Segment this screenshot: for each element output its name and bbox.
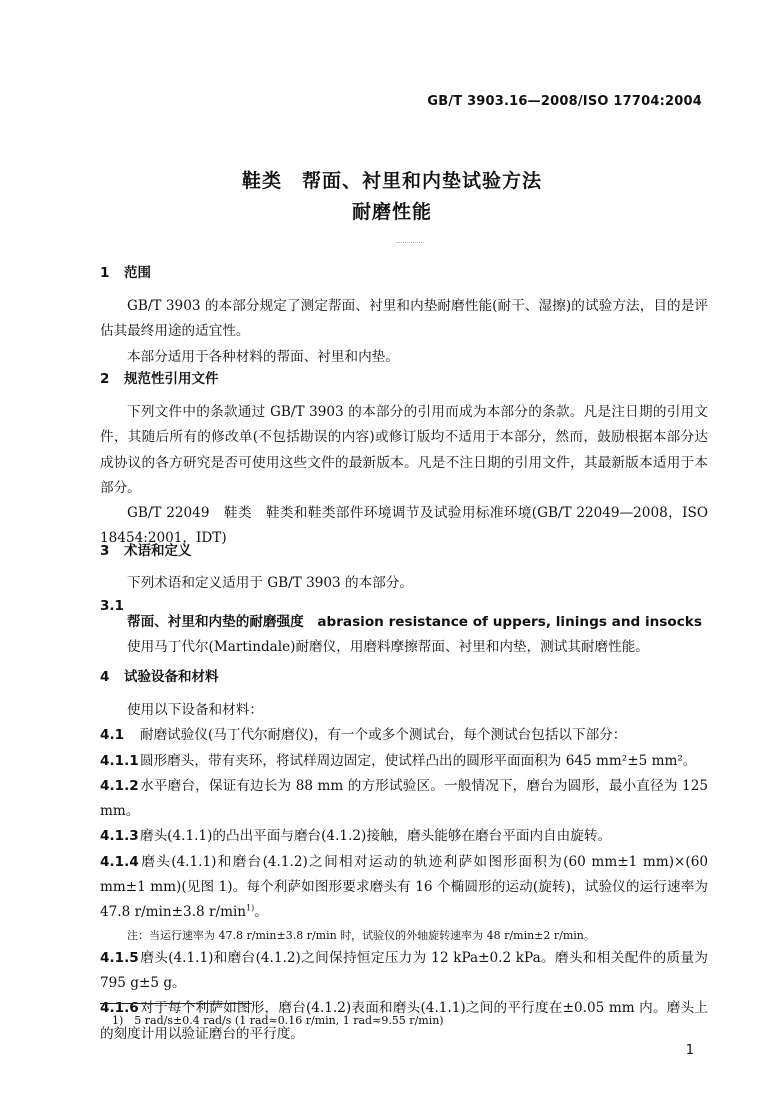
section-number: 1 (100, 265, 110, 281)
clause-number: 4.1 (100, 727, 125, 744)
section-3-heading (100, 541, 192, 561)
standard-code: GB/T 3903.16—2008/ISO 17704:2004 (427, 94, 702, 109)
term-english: abrasion resistance of uppers, linings and insocks (317, 614, 702, 630)
clause-item (100, 749, 708, 774)
document-title: 鞋类 帮面、衬里和内垫试验方法 (241, 170, 542, 192)
clause-number: 4.1.6 (100, 1000, 139, 1017)
section-number: 2 (100, 371, 110, 387)
reference-entry: GB/T 22049 鞋类 鞋类和鞋类部件环境调节及试验用标准环境(GB/T 22049—2008，ISO 18454:2001，IDT) (100, 505, 708, 547)
clause-text: 耐磨试验仪(马丁代尔耐磨仪)，有一个或多个测试台，每个测试台包括以下部分： (140, 727, 627, 744)
section-1-heading (100, 263, 151, 283)
section-title: 术语和定义 (124, 543, 192, 559)
clause-number: 3.1 (100, 598, 124, 614)
footnote-ref: 1) (246, 903, 255, 913)
clause-text: 水平磨台，保证有边长为 88 mm 的方形试验区。一般情况下，磨台为圆形，最小直径为 125 mm。 (100, 777, 708, 820)
section-title: 规范性引用文件 (124, 371, 219, 387)
clause-number: 4.1.1 (100, 752, 139, 769)
section-4-body (100, 698, 708, 1047)
clause-text: 圆形磨头，带有夹环，将试样周边固定，使试样凸出的圆形平面面积为 645 mm²±5 mm²。 (140, 752, 697, 769)
paragraph: 本部分适用于各种材料的帮面、衬里和内垫。 (127, 348, 399, 365)
clause-number: 4.1.3 (100, 828, 139, 845)
section-2-body (100, 400, 708, 552)
clause-text: 磨头(4.1.1)和磨台(4.1.2)之间相对运动的轨迹利萨如图形面积为(60 mm±1 mm)×(60 mm±1 mm)(见图 1)。每个利萨如图形要求磨头有 16 个椭圆形的运动(旋转)，试验仪的运行速率为 47.8 r/min±3.8 r/min (100, 853, 708, 921)
footnote: 1) 5 rad/s±0.4 rad/s (1 rad≈0.16 r/min, 1 rad≈9.55 r/min) (112, 1014, 444, 1027)
paragraph: GB/T 3903 的本部分规定了测定帮面、衬里和内垫耐磨性能(耐干、湿擦)的试验方法，目的是评估其最终用途的适宜性。 (100, 298, 708, 340)
section-title: 范围 (124, 265, 151, 281)
term-definition: 使用马丁代尔(Martindale)耐磨仪，用磨料摩擦帮面、衬里和内垫，测试其耐磨性能。 (127, 639, 649, 656)
paragraph: 下列术语和定义适用于 GB/T 3903 的本部分。 (127, 575, 413, 591)
title-decoration (396, 236, 424, 243)
clause-number: 4.1.2 (100, 777, 139, 794)
clause-item (100, 824, 708, 849)
clause-text-tail: 。 (254, 904, 268, 921)
term-line (100, 610, 708, 635)
paragraph: 使用以下设备和材料： (127, 702, 263, 718)
document-subtitle: 耐磨性能 (351, 201, 432, 223)
clause-item (100, 774, 708, 825)
section-number: 3 (100, 543, 110, 559)
section-title: 试验设备和材料 (124, 669, 219, 685)
section-1-body (100, 294, 708, 370)
footnote-divider (100, 1003, 252, 1004)
clause-text: 对于每个利萨如图形，磨台(4.1.2)表面和磨头(4.1.1)之间的平行度在±0.05 mm 内。磨头上的刻度计用以验证磨台的平行度。 (100, 1000, 708, 1042)
clause-number: 4.1.4 (100, 853, 139, 870)
section-4-heading (100, 667, 219, 687)
clause-item (100, 723, 708, 748)
clause-number: 4.1.5 (100, 949, 139, 966)
clause-text: 磨头(4.1.1)和磨台(4.1.2)之间保持恒定压力为 12 kPa±0.2 kPa。磨头和相关配件的质量为 795 g±5 g。 (100, 949, 708, 991)
term-chinese: 帮面、衬里和内垫的耐磨强度 (127, 614, 304, 630)
section-number: 4 (100, 669, 110, 685)
page-number: 1 (685, 1043, 694, 1058)
section-2-heading (100, 369, 219, 389)
clause-item (100, 850, 708, 926)
note: 注：当运行速率为 47.8 r/min±3.8 r/min 时，试验仪的外轴旋转速率为 48 r/min±2 r/min。 (127, 928, 595, 942)
clause-item (100, 946, 708, 997)
paragraph: 下列文件中的条款通过 GB/T 3903 的本部分的引用而成为本部分的条款。凡是注日期的引用文件，其随后所有的修改单(不包括勘误的内容)或修订版均不适用于本部分，然而，鼓励根据本部分达成协议的各方研究是否可使用这些文件的最新版本。凡是不注日期的引用文件，其最新版本适用于本部分。 (100, 404, 708, 496)
clause-3-1-body (100, 610, 708, 661)
clause-text: 磨头(4.1.1)的凸出平面与磨台(4.1.2)接触，磨头能够在磨台平面内自由旋转。 (140, 828, 612, 845)
section-3-body (100, 571, 708, 596)
